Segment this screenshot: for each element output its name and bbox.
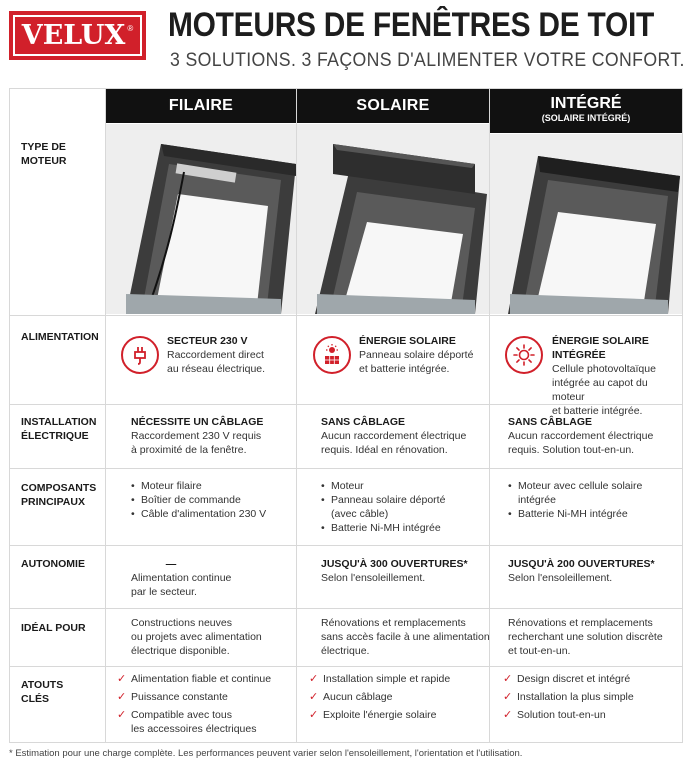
cell-ideal-filaire: Constructions neuves ou projets avec alimentation électrique disponible. xyxy=(131,617,262,657)
check-item: ✓ Exploite l'énergie solaire xyxy=(309,708,450,722)
comparison-table xyxy=(9,88,683,743)
column-header-integre xyxy=(490,89,682,133)
window-photo-integre xyxy=(490,134,682,314)
column-title: FILAIRE xyxy=(168,97,234,114)
cell-autonomie-solaire: JUSQU'À 300 OUVERTURES* Selon l'ensoleillement. xyxy=(321,558,468,584)
row-label-ideal: IDÉAL POUR xyxy=(21,622,86,634)
logo-text: VELUX xyxy=(21,20,126,51)
cell-composants-integre xyxy=(508,479,683,521)
column-header-solaire xyxy=(297,89,489,123)
cell-installation-filaire: NÉCESSITE UN CÂBLAGE Raccordement 230 V requis à proximité de la fenêtre. xyxy=(131,416,264,456)
column-title: INTÉGRÉ xyxy=(550,95,622,112)
list-item: • Boîtier de commande xyxy=(131,493,266,507)
check-item-continuation: les accessoires électriques xyxy=(131,723,257,735)
check-item: ✓ Installation la plus simple xyxy=(503,690,634,704)
check-item: ✓ Design discret et intégré xyxy=(503,672,634,686)
row-label-installation: INSTALLATION ÉLECTRIQUE xyxy=(21,416,97,442)
cell-composants-solaire xyxy=(321,479,445,535)
plug-icon xyxy=(121,336,159,374)
row-label-composants: COMPOSANTS PRINCIPAUX xyxy=(21,482,97,508)
cell-installation-solaire: SANS CÂBLAGE Aucun raccordement électrique requis. Idéal en rénovation. xyxy=(321,416,467,456)
page-subtitle: 3 SOLUTIONS. 3 FAÇONS D'ALIMENTER VOTRE CONFORT. xyxy=(170,50,685,71)
cell-alimentation-solaire: ÉNERGIE SOLAIRE Panneau solaire déporté et batterie intégrée. xyxy=(359,335,474,375)
sun-icon xyxy=(505,336,543,374)
cell-autonomie-integre: JUSQU'À 200 OUVERTURES* Selon l'ensoleillement. xyxy=(508,558,655,584)
window-photo-filaire xyxy=(106,124,296,314)
column-subtitle: (SOLAIRE INTÉGRÉ) xyxy=(541,113,631,123)
list-item: • Panneau solaire déporté xyxy=(321,493,445,507)
list-item: • Moteur avec cellule solaire intégrée xyxy=(508,479,683,507)
check-item: ✓ Puissance constante xyxy=(117,690,271,704)
cell-alimentation-integre: ÉNERGIE SOLAIRE INTÉGRÉE Cellule photovoltaïque intégrée au capot du moteur et batterie intégrée. xyxy=(552,335,656,417)
check-item: ✓ Installation simple et rapide xyxy=(309,672,450,686)
list-item: • Batterie Ni-MH intégrée xyxy=(321,521,445,535)
check-item: ✓ Aucun câblage xyxy=(309,690,450,704)
check-item: ✓ Solution tout-en-un xyxy=(503,708,634,722)
check-item: ✓ Alimentation fiable et continue xyxy=(117,672,271,686)
page-title: MOTEURS DE FENÊTRES DE TOIT xyxy=(168,6,655,44)
cell-atouts-filaire xyxy=(117,672,271,736)
list-item: • Moteur filaire xyxy=(131,479,266,493)
cell-ideal-solaire: Rénovations et remplacements sans accès facile à une alimentation électrique. xyxy=(321,617,490,657)
list-item-continuation: (avec câble) xyxy=(331,508,389,520)
window-photo-solaire xyxy=(297,124,489,314)
column-title: SOLAIRE xyxy=(356,97,430,114)
list-item: • Câble d'alimentation 230 V xyxy=(131,507,266,521)
logo-registered: ® xyxy=(127,24,134,33)
header xyxy=(0,0,697,86)
cell-atouts-integre xyxy=(503,672,634,726)
solar-panel-icon xyxy=(313,336,351,374)
cell-composants-filaire xyxy=(131,479,266,521)
footnote: * Estimation pour une charge complète. Les performances peuvent varier selon l'ensoleillement, l'orientation et l'utilisation. xyxy=(9,748,523,759)
row-label-atouts: ATOUTS CLÉS xyxy=(21,679,64,705)
row-label-autonomie: AUTONOMIE xyxy=(21,558,85,570)
cell-alimentation-filaire: SECTEUR 230 V Raccordement direct au réseau électrique. xyxy=(167,335,266,375)
row-label-type-moteur: TYPE DE MOTEUR xyxy=(21,141,67,167)
velux-logo xyxy=(9,11,146,60)
list-item: • Moteur xyxy=(321,479,445,493)
cell-installation-integre: SANS CÂBLAGE Aucun raccordement électrique requis. Solution tout-en-un. xyxy=(508,416,654,456)
cell-ideal-integre: Rénovations et remplacements recherchant une solution discrète et tout-en-un. xyxy=(508,617,663,657)
list-item: • Batterie Ni-MH intégrée xyxy=(508,507,683,521)
check-item: ✓ Compatible avec tous xyxy=(117,708,271,722)
column-header-filaire xyxy=(106,89,296,123)
row-label-alimentation: ALIMENTATION xyxy=(21,331,99,343)
cell-atouts-solaire xyxy=(309,672,450,726)
cell-autonomie-filaire: — Alimentation continue par le secteur. xyxy=(131,558,232,598)
